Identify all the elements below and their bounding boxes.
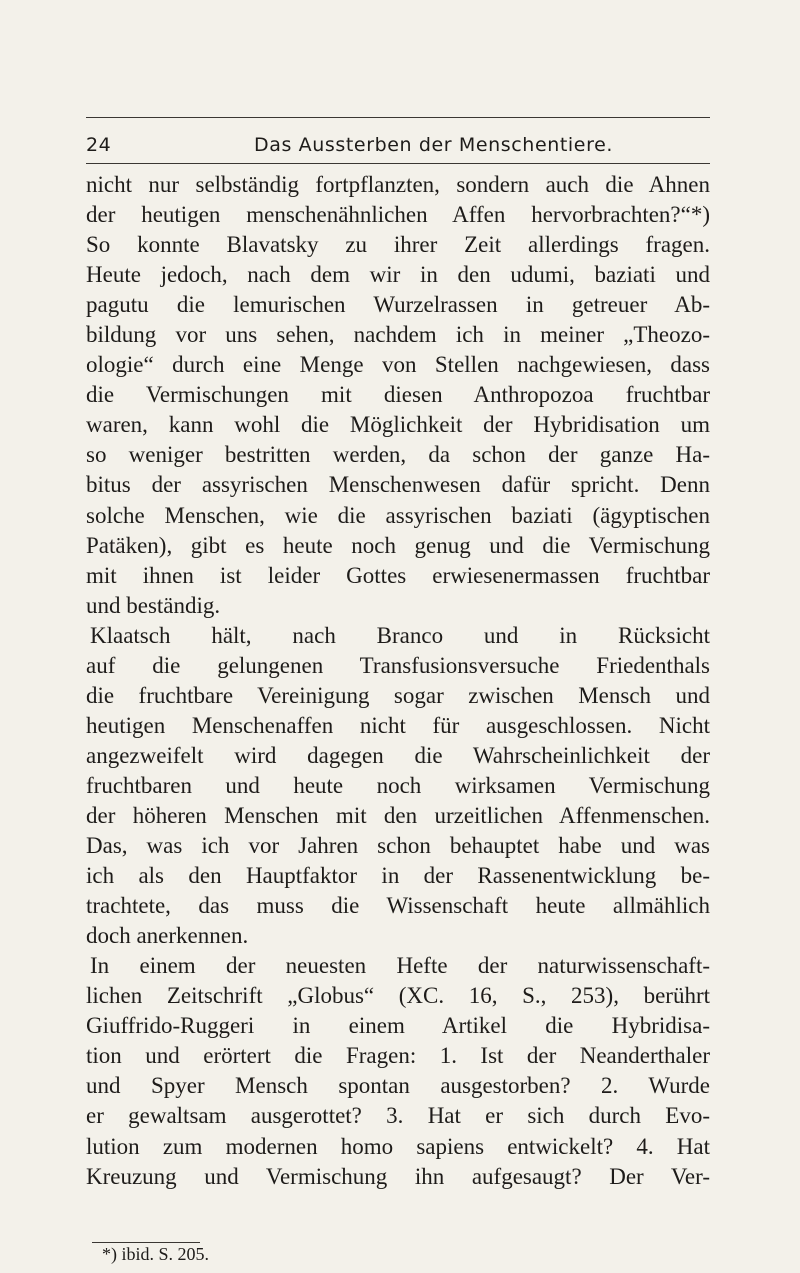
text-line: So konnte Blavatsky zu ihrer Zeit allerdings fragen.: [86, 232, 710, 258]
footnote-rule: [92, 1242, 200, 1243]
text-line: heutigen Menschenaffen nicht für ausgeschlossen. Nicht: [86, 712, 710, 738]
text-line: Kreuzung und Vermischung ihn aufgesaugt? Der Ver-: [86, 1163, 710, 1189]
text-line: doch anerkennen.: [86, 923, 249, 949]
top-rule: [86, 117, 710, 118]
text-line: und beständig.: [86, 592, 221, 618]
text-line: lichen Zeitschrift „Globus“ (XC. 16, S., 253), berührt: [86, 983, 710, 1009]
text-line: In einem der neuesten Hefte der naturwissenschaft-: [90, 953, 710, 979]
header-rule: [86, 163, 710, 164]
text-line: die Vermischungen mit diesen Anthropozoa fruchtbar: [86, 382, 710, 408]
text-line: auf die gelungenen Transfusionsversuche Friedenthals: [86, 652, 710, 678]
text-line: pagutu die lemurischen Wurzelrassen in getreuer Ab-: [86, 292, 710, 318]
page-header: [86, 134, 710, 160]
text-line: mit ihnen ist leider Gottes erwiesenermassen fruchtbar: [86, 562, 710, 588]
text-line: ich als den Hauptfaktor in der Rassenentwicklung be-: [86, 863, 710, 889]
text-line: und Spyer Mensch spontan ausgestorben? 2. Wurde: [86, 1073, 710, 1099]
page-number: 24: [86, 134, 112, 156]
text-line: angezweifelt wird dagegen die Wahrscheinlichkeit der: [86, 742, 710, 768]
text-line: der heutigen menschenähnlichen Affen hervorbrachten?“*): [86, 202, 710, 228]
text-line: waren, kann wohl die Möglichkeit der Hybridisation um: [86, 412, 710, 438]
text-line: Klaatsch hält, nach Branco und in Rücksicht: [90, 622, 710, 648]
text-line: lution zum modernen homo sapiens entwickelt? 4. Hat: [86, 1133, 710, 1159]
text-line: Giuffrido-Ruggeri in einem Artikel die Hybridisa-: [86, 1013, 710, 1039]
text-line: die fruchtbare Vereinigung sogar zwischen Mensch und: [86, 682, 710, 708]
text-line: so weniger bestritten werden, da schon der ganze Ha-: [86, 442, 710, 468]
text-line: Heute jedoch, nach dem wir in den udumi, baziati und: [86, 262, 710, 288]
text-line: solche Menschen, wie die assyrischen baziati (ägyptischen: [86, 502, 710, 528]
text-line: bitus der assyrischen Menschenwesen dafür spricht. Denn: [86, 472, 710, 498]
text-line: Patäken), gibt es heute noch genug und die Vermischung: [86, 532, 710, 558]
text-line: bildung vor uns sehen, nachdem ich in meiner „Theozo-: [86, 322, 710, 348]
body-text: [86, 170, 710, 1192]
text-line: Das, was ich vor Jahren schon behauptet habe und was: [86, 833, 710, 859]
text-line: ologie“ durch eine Menge von Stellen nachgewiesen, dass: [86, 352, 710, 378]
text-line: er gewaltsam ausgerottet? 3. Hat er sich durch Evo-: [86, 1103, 710, 1129]
text-line: tion und erörtert die Fragen: 1. Ist der Neanderthaler: [86, 1043, 710, 1069]
text-line: trachtete, das muss die Wissenschaft heute allmählich: [86, 893, 710, 919]
footnote: *) ibid. S. 205.: [102, 1244, 210, 1264]
text-line: der höheren Menschen mit den urzeitlichen Affenmenschen.: [86, 802, 710, 828]
running-title: Das Aussterben der Menschentiere.: [254, 134, 614, 156]
text-line: nicht nur selbständig fortpflanzten, sondern auch die Ahnen: [86, 172, 710, 197]
text-line: fruchtbaren und heute noch wirksamen Vermischung: [86, 772, 710, 798]
